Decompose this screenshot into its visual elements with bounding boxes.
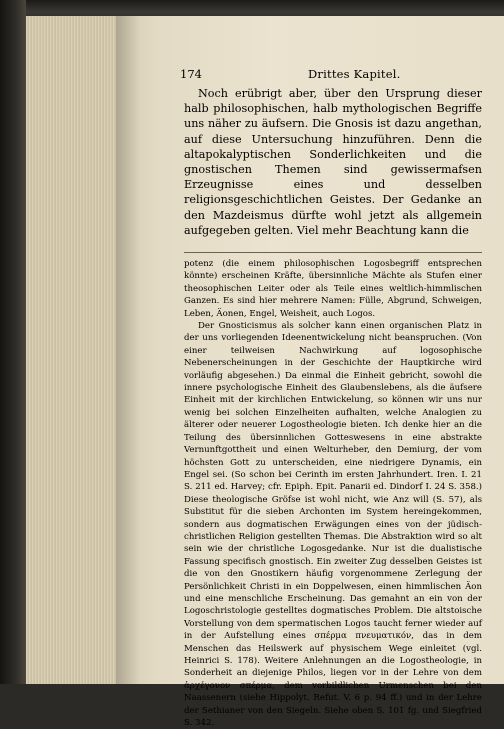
footnote-paragraph: Der Gnosticismus als solcher kann einen organischen Platz in der uns vorliegenden Ideenentwickelung nicht beanspruchen. (Von einer teilweisen Nachwirkung auf logosophische Nebenerscheinungen in der Geschichte der Hauptkirche wird vorläufig abgesehen.) Da einmal die Einheit gebricht, sowohl die innere psychologische Einheit des Glaubenslebens, als die äufsere Einheit mit der kirchlichen Entwickelung, so können wir uns nur wenig bei solchen Einzelheiten aufhalten, welche Analogien zu älterer oder neuerer Logostheologie bieten. Ich denke hier an die Teilung des übersinnlichen Gotteswesens in eine abstrakte Vernunftgottheit und einen Welturheber, den Demiurg, der vom höchsten Gott zu unterscheiden, eine niedrigere Dynamis, ein Engel sei. (So schon bei Cerinth im ersten Jahrhundert. Iren. I. 21 S. 211 ed. Harvey; cfr. Epiph. Epit. Panarii ed. Dindorf I. 24 S. 358.) Diese theologische Gröfse ist wohl nicht, wie Anz will (S. 57), als Substitut für die sieben Archonten im System hereingekommen, sondern aus dogmatischen Erwägungen eines von der jüdisch-christlichen Religion gestellten Themas. Die Abstraktion wird so alt sein wie der christliche Logosgedanke. Nur ist die dualistische Fassung specifisch gnostisch. Ein zweiter Zug desselben Geistes ist die von den Gnostikern häufig vorgenommene Zerlegung der Persönlichkeit Christi in ein Doppelwesen, einen himmlischen Äon und eine menschliche Erscheinung. Das gemahnt an ein von der Logoschristologie gestelltes dogmatisches Problem. Die altstoische Vorstellung von dem spermatischen Logos taucht ferner wieder auf in der Aufstellung eines σπέρμα πνευματικόν, das in dem Menschen das Heilswerk auf physischem Wege einleitet (vgl. Heinrici S. 178). Weitere Anlehnungen an die Logostheologie, in Sonderheit an diejenige Philos, liegen vor in der Lehre von dem ἀρχέγονον σπέρμα, dem vorbildlichen Urmenschen bei den Naassenern (siehe Hippolyt. Refut. V. 6 p. 94 ff.) und in der Lehre der Sethianer von den Siegeln. Siehe oben S. 101 fg. und Siegfried S. 342. [184, 321, 482, 729]
page-number: 174 [180, 67, 202, 81]
running-header [180, 67, 480, 83]
chapter-title: Drittes Kapitel. [308, 67, 401, 81]
footnote-continuation: potenz (die einem philosophischen Logosbegriff entsprechen könnte) erscheinen Kräfte, übersinnliche Mächte als Stufen einer theosophischen Leiter oder als Teile eines weltlich-himmlischen Ganzen. Es sind hier mehrere Namen: Fülle, Abgrund, Schweigen, Leben, Äonen, Engel, Weisheit, auch Logos. [184, 259, 482, 319]
main-text [184, 86, 482, 238]
footnote-separator [184, 252, 482, 253]
book-cover-left [0, 0, 26, 684]
gutter-shadow [116, 16, 140, 684]
main-paragraph: Noch erübrigt aber, über den Ursprung dieser halb philosophischen, halb mythologischen Begriffe uns näher zu äufsern. Die Gnosis ist dazu angethan, auf diese Untersuchung hinzuführen. Denn die altapokalyptischen Sonderlichkeiten und die gnostischen Themen sind gewissermafsen Erzeugnisse eines und desselben religionsgeschichtlichen Geistes. Der Gedanke an den Mazdeismus dürfte wohl jetzt als allgemein aufgegeben gelten. Viel mehr Beachtung kann die [184, 87, 482, 237]
page-edges [26, 16, 116, 684]
footnotes [184, 258, 482, 729]
